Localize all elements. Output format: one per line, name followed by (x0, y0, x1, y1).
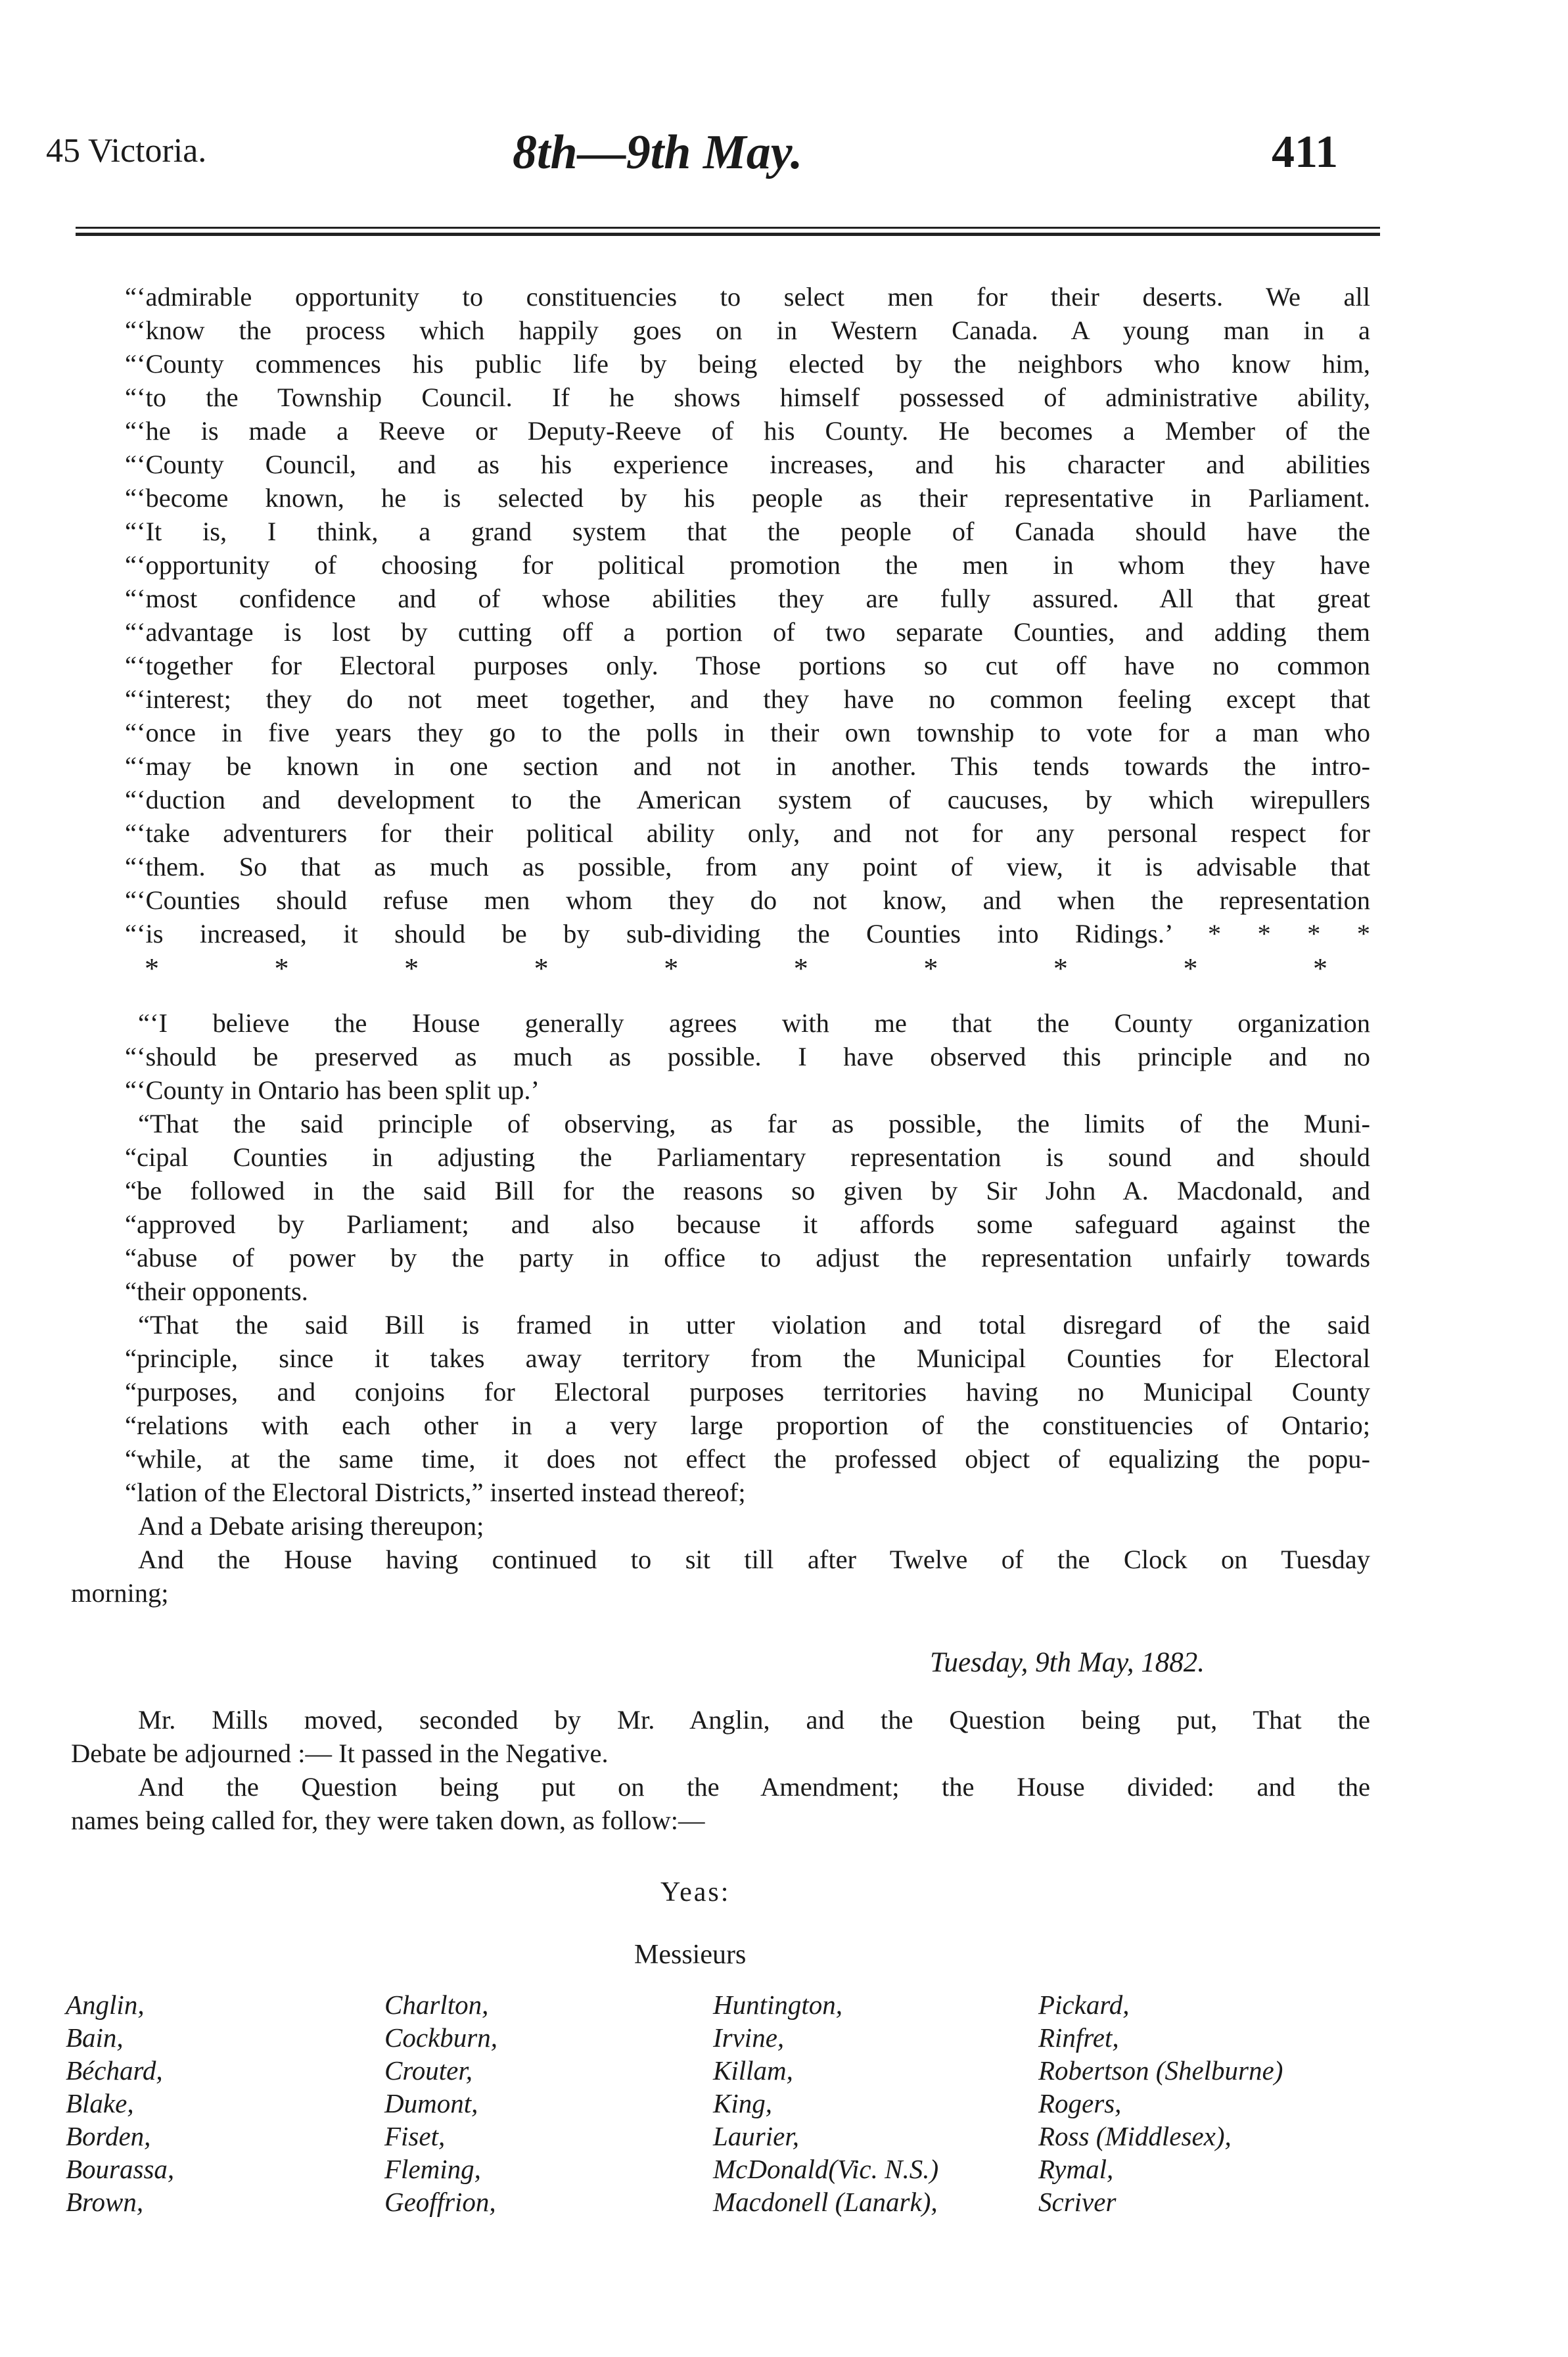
body-line: “purposes, and conjoins for Electoral purposes territories having no Municipal County (125, 1377, 1370, 1407)
member-name: Rymal, (1038, 2154, 1114, 2184)
member-name: Bain, (66, 2022, 124, 2053)
body-line: “‘County in Ontario has been split up.’ (125, 1075, 540, 1105)
body-line: “‘he is made a Reeve or Deputy-Reeve of his County. He becomes a Member of the (125, 416, 1370, 446)
body-line: “relations with each other in a very large proportion of the constituencies of Ontario; (125, 1411, 1370, 1440)
member-name: Béchard, (66, 2055, 163, 2086)
body-line: “‘should be preserved as much as possible. I have observed this principle and no (125, 1042, 1370, 1071)
body-line: “‘Counties should refuse men whom they do not know, and when the representation (125, 885, 1370, 915)
body-line: “principle, since it takes away territory from the Municipal Counties for Electoral (125, 1343, 1370, 1373)
names-column-3 (713, 1988, 938, 2218)
body-line: names being called for, they were taken down, as follow:— (71, 1806, 705, 1835)
body-line: “‘become known, he is selected by his people as their representative in Parliament. (125, 483, 1370, 513)
body-line: morning; (71, 1578, 169, 1608)
body-line: “‘duction and development to the American system of caucuses, by which wirepullers (125, 785, 1370, 814)
member-name: Macdonell (Lanark), (713, 2187, 938, 2217)
names-column-2 (384, 1988, 497, 2218)
body-line: “‘advantage is lost by cutting off a portion of two separate Counties, and adding them (125, 617, 1370, 647)
body-line: “‘to the Township Council. If he shows himself possessed of administrative ability, (125, 383, 1370, 412)
member-name: Rinfret, (1038, 2022, 1119, 2053)
body-line: “‘It is, I think, a grand system that the people of Canada should have the (125, 517, 1370, 546)
body-line: “be followed in the said Bill for the reasons so given by Sir John A. Macdonald, and (125, 1176, 1370, 1205)
session-date: Tuesday, 9th May, 1882. (930, 1647, 1205, 1678)
names-column-4 (1038, 1988, 1283, 2218)
body-line: “‘once in five years they go to the polls in their own township to vote for a man who (125, 718, 1370, 747)
page-dates: 8th—9th May. (513, 126, 803, 179)
body-line: “‘most confidence and of whose abilities they are fully assured. All that great (125, 584, 1370, 613)
body-line: “‘I believe the House generally agrees with me that the County organization (138, 1008, 1370, 1038)
names-column-1 (66, 1988, 174, 2218)
member-name: Irvine, (713, 2022, 785, 2053)
body-line: And the House having continued to sit till after Twelve of the Clock on Tuesday (138, 1545, 1370, 1574)
body-line: And the Question being put on the Amendment; the House divided: and the (138, 1772, 1370, 1802)
ellipsis-stars: * * * * * * * * * * (145, 952, 1327, 985)
header-rule-thin (76, 227, 1380, 229)
body-line: And a Debate arising thereupon; (138, 1511, 484, 1541)
member-name: McDonald(Vic. N.S.) (713, 2154, 939, 2184)
body-line: “abuse of power by the party in office to adjust the representation unfairly towards (125, 1243, 1370, 1272)
body-line: “That the said Bill is framed in utter violation and total disregard of the said (138, 1310, 1370, 1340)
body-line: “‘is increased, it should be by sub-dividing the Counties into Ridings.’ * * * * (125, 919, 1370, 948)
body-line: “their opponents. (125, 1276, 308, 1306)
body-line: “‘interest; they do not meet together, and they have no common feeling except that (125, 684, 1370, 714)
member-name: Cockburn, (384, 2022, 497, 2053)
member-name: Anglin, (66, 1990, 145, 2020)
header-rule-thick (76, 233, 1380, 236)
member-name: Borden, (66, 2121, 151, 2151)
body-line: “cipal Counties in adjusting the Parliamentary representation is sound and should (125, 1142, 1370, 1172)
messieurs-heading: Messieurs (634, 1940, 747, 1970)
member-name: Laurier, (713, 2121, 800, 2151)
body-line: “‘may be known in one section and not in another. This tends towards the intro- (125, 751, 1370, 781)
member-name: Rogers, (1038, 2088, 1122, 2118)
page-number: 411 (1272, 127, 1339, 177)
member-name: Geoffrion, (384, 2187, 496, 2217)
body-line: Debate be adjourned :— It passed in the Negative. (71, 1739, 609, 1768)
member-name: Scriver (1038, 2187, 1117, 2217)
body-line: “‘take adventurers for their political ability only, and not for any personal respect for (125, 818, 1370, 848)
body-line: “‘County commences his public life by being elected by the neighbors who know him, (125, 349, 1370, 379)
body-line: “‘know the process which happily goes on in Western Canada. A young man in a (125, 315, 1370, 345)
member-name: Bourassa, (66, 2154, 175, 2184)
member-name: Fiset, (384, 2121, 446, 2151)
body-line: “approved by Parliament; and also because it affords some safeguard against the (125, 1209, 1370, 1239)
body-line: “‘opportunity of choosing for political promotion the men in whom they have (125, 550, 1370, 580)
body-line: “‘County Council, and as his experience increases, and his character and abilities (125, 450, 1370, 479)
member-name: King, (713, 2088, 772, 2118)
body-line: “‘them. So that as much as possible, from any point of view, it is advisable that (125, 852, 1370, 881)
body-line: “‘admirable opportunity to constituencies to select men for their deserts. We all (125, 282, 1370, 312)
member-name: Brown, (66, 2187, 144, 2217)
body-line: “while, at the same time, it does not effect the professed object of equalizing the popu- (125, 1444, 1370, 1474)
member-name: Blake, (66, 2088, 134, 2118)
body-line: “‘together for Electoral purposes only. Those portions so cut off have no common (125, 651, 1370, 680)
member-name: Huntington, (713, 1990, 843, 2020)
member-name: Crouter, (384, 2055, 473, 2086)
member-name: Fleming, (384, 2154, 481, 2184)
body-line: Mr. Mills moved, seconded by Mr. Anglin, and the Question being put, That the (138, 1705, 1370, 1735)
body-line: “That the said principle of observing, as far as possible, the limits of the Muni- (138, 1109, 1370, 1138)
member-name: Dumont, (384, 2088, 478, 2118)
yeas-heading: Yeas: (660, 1877, 731, 1907)
member-name: Robertson (Shelburne) (1038, 2055, 1283, 2086)
member-name: Charlton, (384, 1990, 489, 2020)
reign-label: 45 Victoria. (46, 132, 207, 170)
member-name: Pickard, (1038, 1990, 1130, 2020)
member-name: Killam, (713, 2055, 793, 2086)
body-line: “lation of the Electoral Districts,” inserted instead thereof; (125, 1478, 746, 1507)
member-name: Ross (Middlesex), (1038, 2121, 1232, 2151)
